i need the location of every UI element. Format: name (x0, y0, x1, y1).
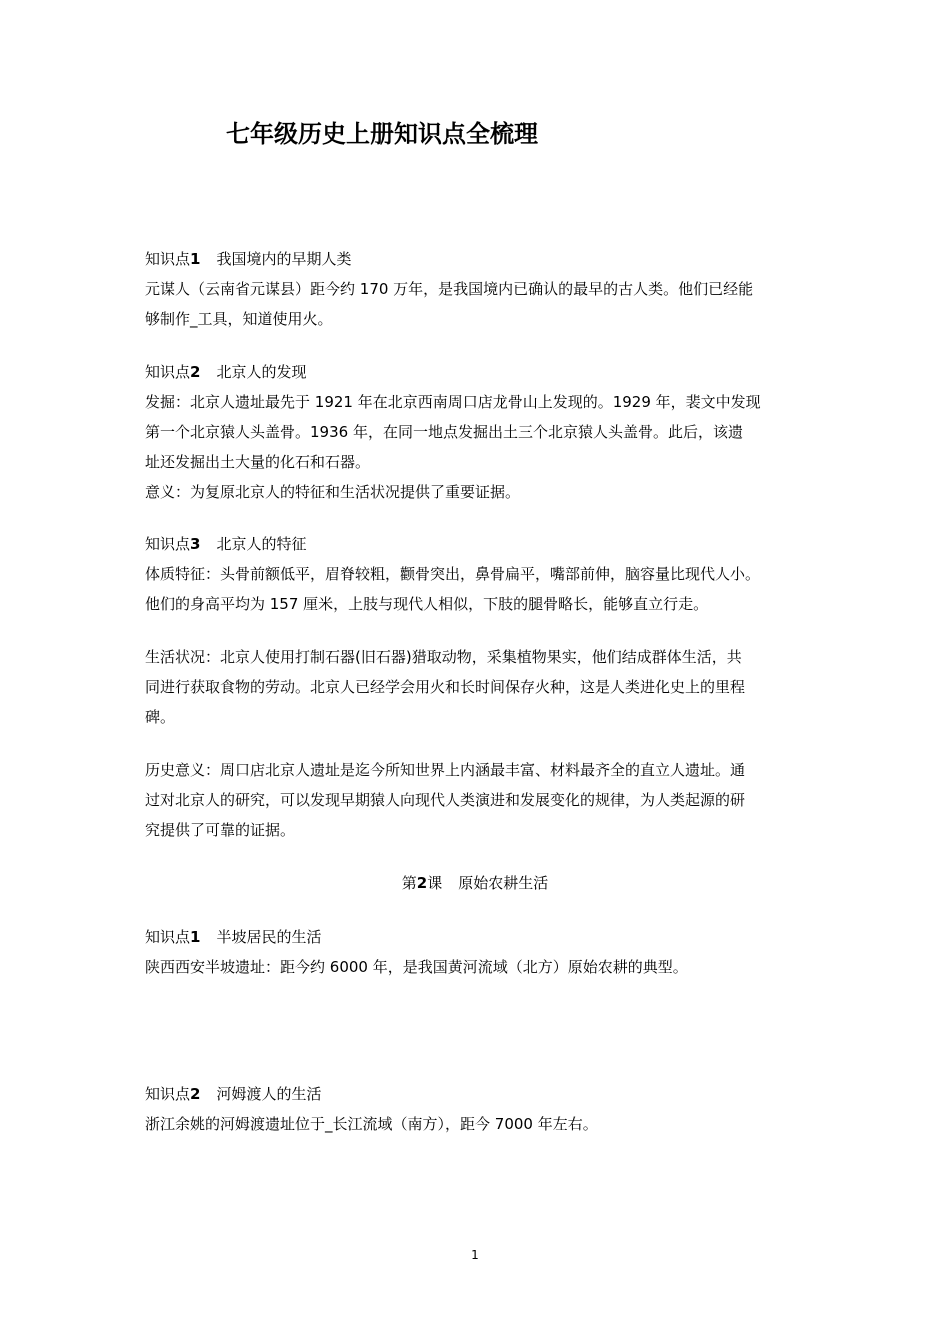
section-body-3 (145, 559, 810, 619)
body-line: 浙江余姚的河姆渡遗址位于_长江流域（南方），距今 7000 年左右。 (145, 1115, 598, 1133)
heading-number: 3 (190, 535, 201, 553)
heading-prefix: 知识点 (145, 535, 191, 553)
body-line: 究提供了可靠的证据。 (145, 821, 296, 839)
lesson-number: 2 (416, 874, 428, 892)
body-line: 陕西西安半坡遗址：距今约 6000 年，是我国黄河流域（北方）原始农耕的典型。 (145, 958, 688, 976)
body-line: 体质特征：头骨前额低平，眉脊较粗，颧骨突出，鼻骨扁平，嘴部前伸，脑容量比现代人小。 (145, 565, 761, 583)
section-body-4 (145, 952, 810, 982)
heading-name: 我国境内的早期人类 (216, 250, 352, 268)
section-heading-2 (145, 357, 306, 387)
body-line: 发掘：北京人遗址最先于 1921 年在北京西南周口店龙骨山上发现的。1929 年，裴文中发现 (145, 393, 761, 411)
section-body-5 (145, 1109, 810, 1139)
heading-number: 2 (190, 1085, 201, 1103)
page-number: 1 (471, 1248, 479, 1262)
section-heading-5 (145, 1079, 321, 1109)
heading-name: 北京人的特征 (216, 535, 307, 553)
body-line: 历史意义：周口店北京人遗址是迄今所知世界上内涵最丰富、材料最齐全的直立人遗址。通 (145, 761, 746, 779)
heading-number: 1 (190, 928, 201, 946)
lesson-name: 原始农耕生活 (458, 874, 549, 892)
heading-name: 河姆渡人的生活 (216, 1085, 322, 1103)
life-status-paragraph (145, 642, 810, 732)
body-line: 够制作_工具，知道使用火。 (145, 310, 333, 328)
body-line: 碑。 (145, 708, 176, 726)
heading-prefix: 知识点 (145, 1085, 191, 1103)
heading-number: 2 (190, 363, 201, 381)
heading-prefix: 知识点 (145, 363, 191, 381)
section-body-2 (145, 387, 810, 507)
heading-number: 1 (190, 250, 201, 268)
body-line: 第一个北京猿人头盖骨。1936 年，在同一地点发掘出土三个北京猿人头盖骨。此后，该遗 (145, 423, 743, 441)
heading-prefix: 知识点 (145, 250, 191, 268)
body-line: 元谋人（云南省元谋县）距今约 170 万年，是我国境内已确认的最早的古人类。他们已经能 (145, 280, 754, 298)
heading-name: 北京人的发现 (216, 363, 307, 381)
lesson-suffix: 课 (427, 874, 443, 892)
body-line: 他们的身高平均为 157 厘米，上肢与现代人相似，下肢的腿骨略长，能够直立行走。 (145, 595, 709, 613)
body-line: 同进行获取食物的劳动。北京人已经学会用火和长时间保存火种，这是人类进化史上的里程 (145, 678, 746, 696)
body-line: 生活状况：北京人使用打制石器(旧石器)猎取动物，采集植物果实，他们结成群体生活，共 (145, 648, 742, 666)
body-line: 过对北京人的研究，可以发现早期猿人向现代人类演进和发展变化的规律，为人类起源的研 (145, 791, 746, 809)
historical-meaning-paragraph (145, 755, 810, 845)
body-line: 意义：为复原北京人的特征和生活状况提供了重要证据。 (145, 483, 521, 501)
heading-name: 半坡居民的生活 (216, 928, 322, 946)
lesson-heading (0, 868, 950, 898)
section-heading-3 (145, 529, 306, 559)
document-title: 七年级历史上册知识点全梳理 (226, 120, 538, 148)
lesson-prefix: 第 (401, 874, 417, 892)
section-heading-1 (145, 244, 351, 274)
body-line: 址还发掘出土大量的化石和石器。 (145, 453, 371, 471)
section-heading-4 (145, 922, 321, 952)
heading-prefix: 知识点 (145, 928, 191, 946)
section-body-1 (145, 274, 810, 334)
